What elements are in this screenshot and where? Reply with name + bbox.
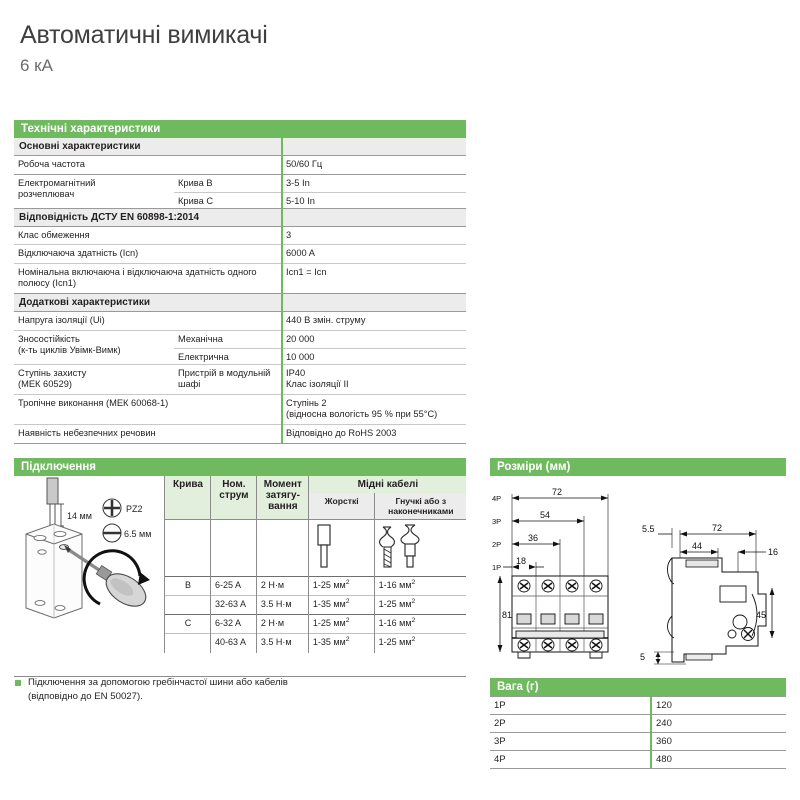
table-row-group-trip: [14, 174, 466, 208]
weight-poles: 4P: [494, 754, 506, 765]
row-label-line2: розчеплювач: [18, 189, 75, 200]
row-value-line1: Ступінь 2: [286, 397, 327, 408]
row-sublabel-line1: Пристрій в модульній: [178, 367, 271, 378]
row-label-line1: Електромагнітний: [18, 177, 96, 188]
row-sublabel: Крива B: [178, 177, 213, 188]
pole-label-3p: 3P: [492, 517, 502, 526]
weight-poles: 1P: [494, 700, 506, 711]
column-header-curve: Крива: [165, 476, 211, 520]
row-label: Клас обмеження: [18, 229, 90, 240]
bullet-square-icon: [15, 680, 21, 686]
side-dim-16-label: 16: [768, 547, 779, 557]
table-row: [165, 577, 467, 596]
cell-rigid: 1-25 $мм^2$: [308, 615, 374, 634]
cell-curve: [165, 634, 211, 653]
cell-torque: 3.5 Н·м: [256, 634, 308, 653]
width-2p-label: 36: [528, 533, 539, 543]
connection-table: [164, 476, 466, 653]
cell-current: 6-25 A: [210, 577, 256, 596]
column-subheader-flexible: [374, 493, 466, 520]
connection-panel: [14, 458, 466, 677]
weight-bottom-rule: [490, 768, 786, 769]
weight-row: [490, 714, 786, 732]
column-header-copper-cables: Мідні кабелі: [308, 476, 466, 493]
table-row: [14, 394, 466, 424]
width-4p-label: 72: [552, 487, 563, 497]
row-value: [281, 395, 466, 424]
cell-rigid: 1-35 $мм^2$: [308, 596, 374, 615]
cell-curve: [165, 596, 211, 615]
row-label: Номінальна включаюча і відключаюча здатність одного полюсу (Icn1): [18, 266, 257, 289]
row-sublabel: [174, 156, 281, 174]
section-header-additional: Додаткові характеристики: [14, 293, 466, 311]
cell-curve: C: [165, 615, 211, 634]
table-row: [14, 244, 466, 263]
page-title-sub: 6 кА: [20, 55, 53, 75]
connection-note-line1: Підключення за допомогою гребінчастої шини або кабелів: [28, 677, 288, 688]
connection-table-body: [165, 577, 467, 653]
row-label: [14, 365, 174, 394]
page-title: [20, 22, 268, 75]
column-subheader-flexible-line2: наконечниками: [388, 506, 454, 516]
cell-flexible: 1-25 $мм^2$: [374, 634, 466, 653]
strip-length-label: 14 мм: [67, 511, 92, 521]
slot-size-label: 6.5 мм: [124, 529, 152, 539]
width-3p-label: 54: [540, 510, 551, 520]
pole-label-2p: 2P: [492, 540, 502, 549]
row-label-line1: Ступінь захисту: [18, 367, 87, 378]
cell-current: 32-63 A: [210, 596, 256, 615]
cell-flexible: 1-16 $мм^2$: [374, 577, 466, 596]
pole-label-1p: 1P: [492, 563, 502, 572]
side-dim-72-label: 72: [712, 523, 723, 533]
pz2-label: PZ2: [126, 504, 143, 514]
dimensions-panel: [490, 458, 786, 682]
value-column-accent-line: [281, 138, 283, 443]
row-label-line2: (МЕК 60529): [18, 379, 72, 390]
row-label-line2: (к-ть циклів Увімк-Вимк): [18, 345, 121, 356]
cell-current: 6-32 A: [210, 615, 256, 634]
weight-poles: 2P: [494, 718, 506, 729]
column-subheader-rigid: Жорсткі: [308, 493, 374, 520]
cell-flexible: 1-16 $мм^2$: [374, 615, 466, 634]
width-1p-label: 18: [516, 556, 527, 566]
column-header-current: [210, 476, 256, 520]
table-header-row: [165, 476, 467, 493]
table-icon-row: [165, 520, 467, 577]
connection-bar: Підключення: [14, 458, 466, 476]
row-sublabel: [174, 365, 281, 394]
table-row: [14, 226, 466, 245]
row-value: 5-10 In: [281, 192, 466, 211]
flexible-cable-icon-cell: [374, 520, 466, 577]
weight-value-accent-line: [650, 696, 652, 768]
connection-note: [14, 676, 434, 704]
row-sublabel: Крива C: [174, 192, 281, 211]
cell-curve: B: [165, 577, 211, 596]
height-label: 81: [502, 610, 513, 620]
column-subheader-flexible-line1: Гнучкі або з: [395, 496, 447, 506]
row-value: Відповідно до RoHS 2003: [286, 428, 397, 439]
weight-table: [490, 696, 786, 768]
weight-row: [490, 732, 786, 750]
connection-illustration: [14, 476, 164, 676]
table-row: [165, 634, 467, 653]
page-title-main: Автоматичні вимикачі: [20, 21, 268, 49]
dimensions-drawing: [490, 476, 786, 681]
row-label: Відключаюча здатність (Icn): [18, 248, 139, 259]
side-dim-55-label: 5.5: [642, 524, 655, 534]
row-label: Наявність небезпечних речовин: [18, 428, 156, 439]
table-row: [14, 263, 466, 293]
table-row-group-endurance: [14, 330, 466, 364]
row-value: Icn1 = Icn: [286, 266, 327, 277]
table-row: [14, 155, 466, 174]
table-row: [165, 615, 467, 634]
row-value-line2: Клас ізоляції II: [286, 379, 349, 390]
side-dim-44-label: 44: [692, 541, 703, 551]
dimensions-bar: Розміри (мм): [490, 458, 786, 476]
row-value: 20 000: [286, 333, 315, 344]
dimension-drawings: [490, 476, 786, 681]
row-label: Тропічне виконання (МЕК 60068-1): [18, 397, 169, 408]
weight-bar: Вага (г): [490, 678, 786, 696]
breaker-screwdriver-diagram: [14, 476, 164, 676]
table-row: [165, 596, 467, 615]
flexible-cable-icon: [379, 523, 435, 571]
cell-torque: 3.5 Н·м: [256, 596, 308, 615]
technical-characteristics-panel: [14, 120, 466, 444]
section-header-main: Основні характеристики: [14, 138, 466, 155]
weight-poles: 3P: [494, 736, 506, 747]
column-header-current-line1: Ном.: [222, 479, 246, 490]
cell-flexible: 1-25 $мм^2$: [374, 596, 466, 615]
row-value-line2: (відносна вологість 95 % при 55°C): [286, 409, 438, 420]
row-sublabel: Електрична: [174, 348, 281, 367]
weight-panel: [490, 678, 786, 769]
table-row: [14, 424, 466, 443]
section-header-compliance: Відповідність ДСТУ EN 60898-1:2014: [14, 208, 466, 226]
row-sublabel-line2: шафі: [178, 379, 201, 390]
table-row: [14, 192, 466, 211]
row-value: 3-5 In: [286, 177, 310, 188]
cell-rigid: 1-35 $мм^2$: [308, 634, 374, 653]
row-value: 440 В змін. струму: [286, 315, 366, 326]
row-sublabel: Механічна: [178, 333, 223, 344]
cell-torque: 2 Н·м: [256, 577, 308, 596]
table-row: [14, 331, 466, 349]
row-value: 6000 A: [286, 248, 315, 259]
rigid-cable-icon-cell: [308, 520, 374, 577]
weight-grams: 480: [656, 754, 672, 765]
row-value: 50/60 Гц: [286, 159, 323, 169]
weight-row: [490, 750, 786, 768]
column-header-torque-line3: вання: [268, 501, 298, 512]
weight-grams: 360: [656, 736, 672, 747]
column-header-torque: [256, 476, 308, 520]
rigid-cable-icon: [313, 523, 335, 571]
side-dim-45-label: 45: [756, 610, 767, 620]
cell-rigid: 1-25 $мм^2$: [308, 577, 374, 596]
cell-current: 40-63 A: [210, 634, 256, 653]
row-label: Напруга ізоляції (Ui): [18, 315, 105, 326]
connection-note-line2: (відповідно до EN 50027).: [28, 690, 143, 702]
row-value: [281, 365, 466, 394]
column-header-torque-line2: затягу-: [265, 490, 300, 501]
table-row: [14, 364, 466, 394]
cell-torque: 2 Н·м: [256, 615, 308, 634]
table-row: [14, 175, 466, 193]
technical-characteristics-bar: Технічні характеристики: [14, 120, 466, 138]
pole-label-4p: 4P: [492, 494, 502, 503]
row-label-line1: Зносостійкість: [18, 333, 80, 344]
weight-row: [490, 696, 786, 714]
row-label: Робоча частота: [18, 159, 85, 169]
side-dim-5-label: 5: [640, 652, 646, 662]
table-row: [14, 311, 466, 330]
row-value: 10 000: [281, 348, 466, 367]
weight-grams: 240: [656, 718, 672, 729]
table-bottom-rule: [14, 443, 466, 444]
column-header-torque-line1: Момент: [263, 479, 302, 490]
row-value: 3: [286, 229, 292, 240]
column-header-current-line2: струм: [219, 490, 249, 501]
weight-grams: 120: [656, 700, 672, 711]
row-value-line1: IP40: [286, 367, 306, 378]
